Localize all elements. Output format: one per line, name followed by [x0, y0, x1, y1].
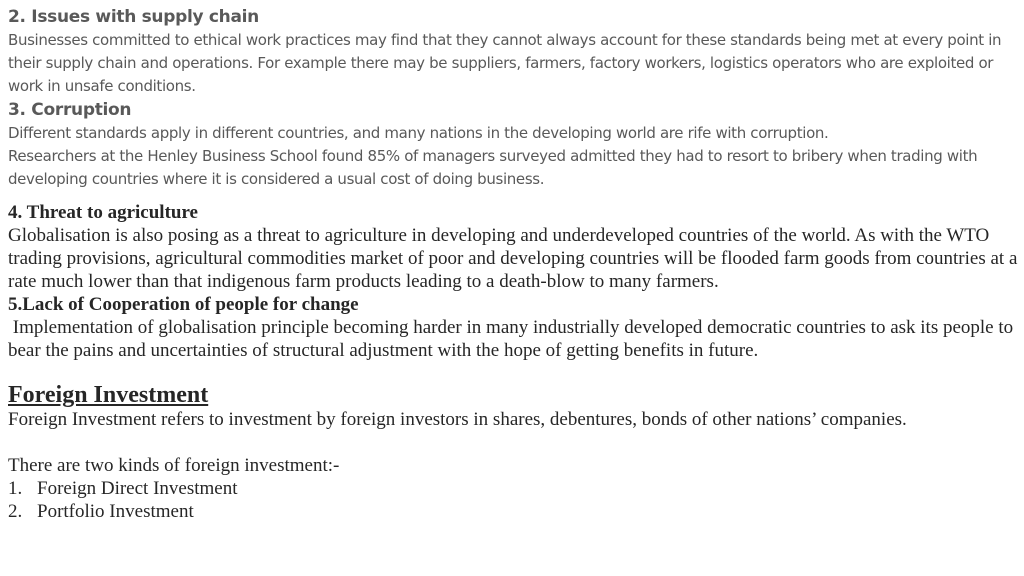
- supply-chain-body: Businesses committed to ethical work practices may find that they cannot always account for these standards being met at every point in their supply chain and operations. For example there may be suppliers, farmers, factory workers, logistics operators who are exploited or work in unsafe conditions.: [8, 31, 1002, 95]
- foreign-investment-title: Foreign Investment: [8, 382, 209, 408]
- cooperation-body: Implementation of globalisation principle becoming harder in many industrially developed democratic countries to ask its people to bear the pains and uncertainties of structural adjustment with the hope of getting benefits in future.: [8, 317, 1018, 361]
- blank-line: [8, 431, 1020, 454]
- section-corruption: [8, 98, 1020, 191]
- supply-chain-heading: 2. Issues with supply chain: [8, 7, 259, 27]
- section-foreign-investment: [8, 382, 1020, 523]
- section-supply-chain: [8, 5, 1020, 98]
- section-agriculture: [8, 201, 1020, 362]
- agriculture-heading: 4. Threat to agriculture: [8, 202, 198, 223]
- slide-content: [8, 5, 1020, 523]
- list-item-number: 1.: [8, 478, 23, 499]
- list-item-label: Portfolio Investment: [37, 501, 194, 522]
- corruption-body-2: Researchers at the Henley Business School found 85% of managers surveyed admitted they had to resort to bribery when trading with developing countries where it is considered a usual cost of doing business.: [8, 147, 978, 188]
- list-item-number: 2.: [8, 501, 23, 522]
- list-item: [8, 500, 1020, 523]
- list-item: [8, 477, 1020, 500]
- foreign-investment-kinds-list: [8, 477, 1020, 523]
- foreign-investment-kinds-intro: There are two kinds of foreign investment:-: [8, 455, 340, 476]
- list-item-label: Foreign Direct Investment: [37, 478, 238, 499]
- agriculture-body: Globalisation is also posing as a threat to agriculture in developing and underdeveloped countries of the world. As with the WTO trading provisions, agricultural commodities market of poor and developing countries will be flooded farm goods from countries at a rate much lower than that indigenous farm products leading to a death-blow to many farmers.: [8, 225, 1018, 292]
- foreign-investment-definition: Foreign Investment refers to investment by foreign investors in shares, debentures, bonds of other nations’ companies.: [8, 409, 907, 430]
- corruption-body-1: Different standards apply in different countries, and many nations in the developing world are rife with corruption.: [8, 124, 829, 142]
- corruption-heading: 3. Corruption: [8, 100, 132, 120]
- cooperation-heading: 5.Lack of Cooperation of people for change: [8, 294, 359, 315]
